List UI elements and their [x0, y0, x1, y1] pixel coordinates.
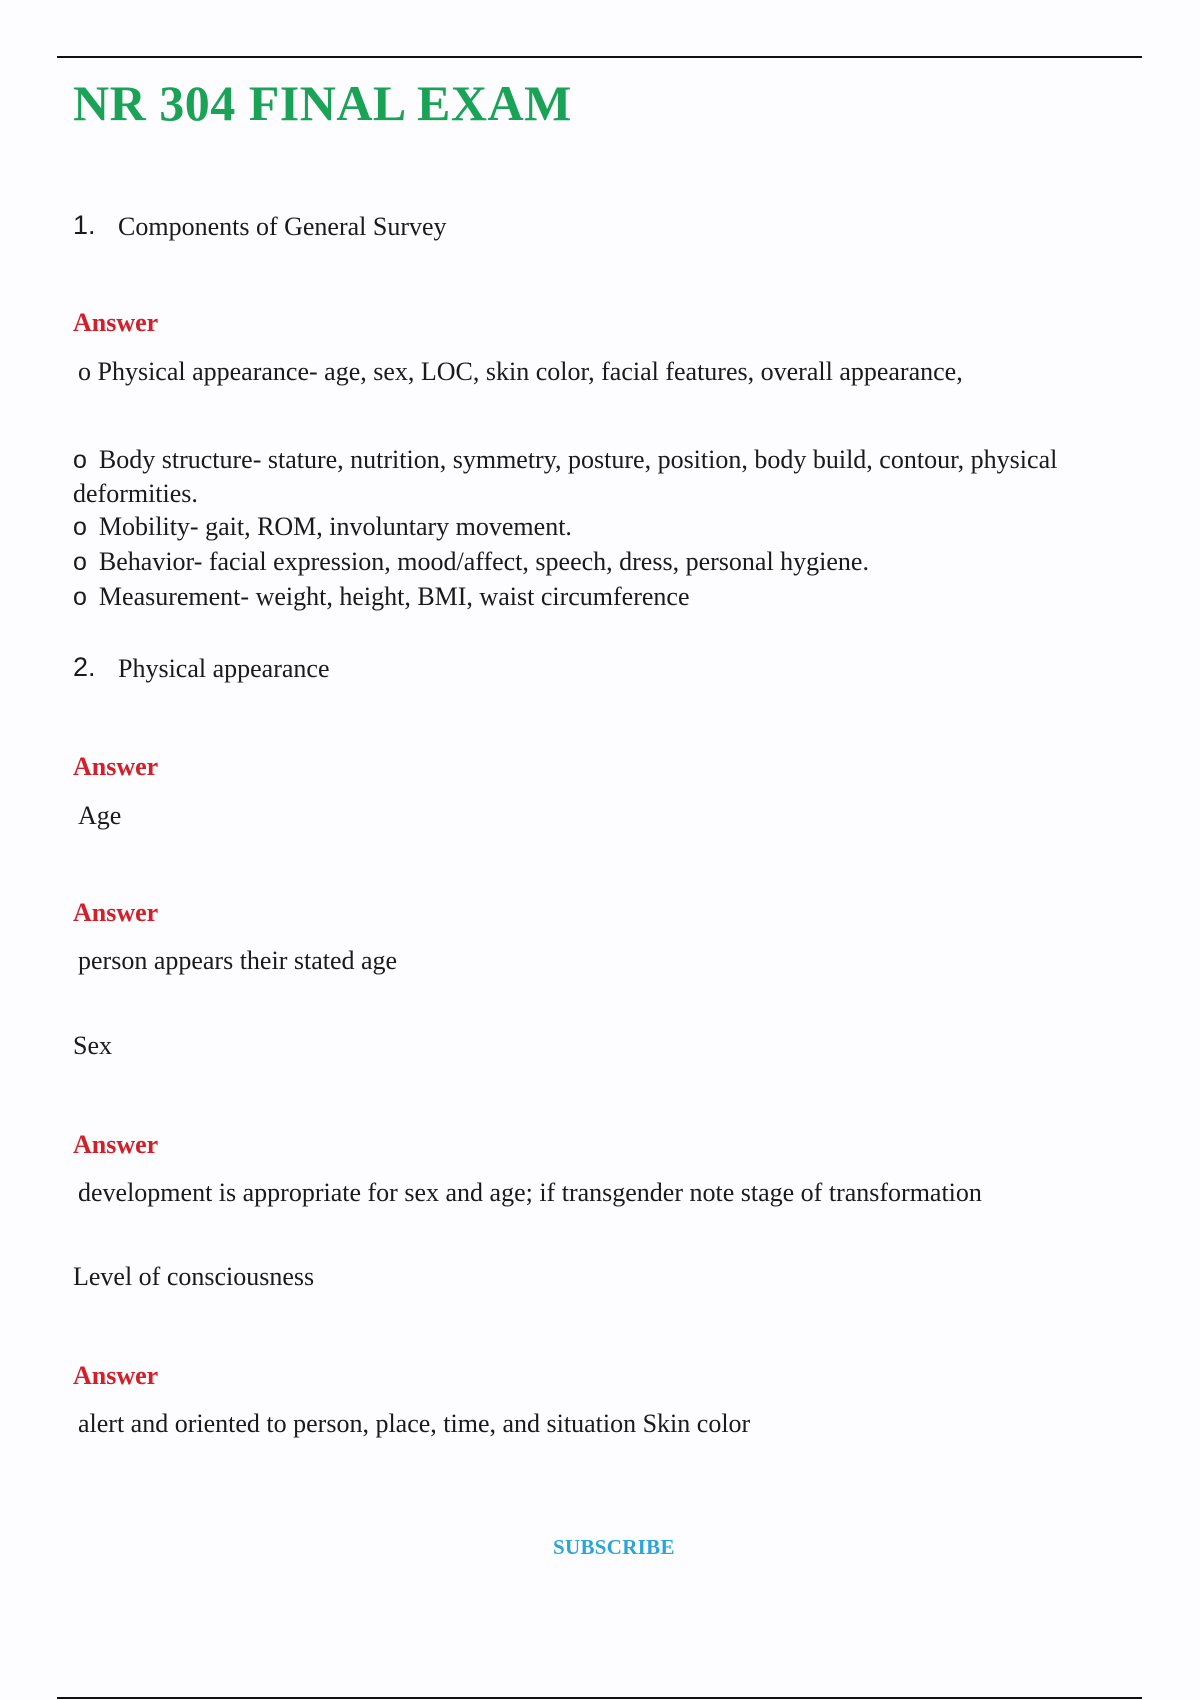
question-1-number: 1. [73, 210, 96, 240]
bullet-text: Mobility- gait, ROM, involuntary movement. [98, 512, 572, 541]
bullet-item [73, 582, 689, 612]
bullet-text: Behavior- facial expression, mood/affect, speech, dress, personal hygiene. [98, 547, 869, 576]
subscribe-link[interactable]: SUBSCRIBE [553, 1535, 675, 1559]
answer-label: Answer [73, 1361, 159, 1390]
answer-text: Age [78, 801, 122, 830]
bullet-marker: o [73, 513, 87, 541]
answer-text: development is appropriate for sex and age; if transgender note stage of transformation [78, 1178, 982, 1207]
question-1-text: Components of General Survey [118, 212, 447, 241]
top-rule [57, 56, 1142, 58]
answer-label: Answer [73, 1130, 159, 1159]
answer-label: Answer [73, 752, 159, 781]
subitem-text: Level of consciousness [73, 1262, 315, 1291]
answer-label: Answer [73, 308, 159, 337]
bullet-text: Body structure- stature, nutrition, symmetry, posture, position, body build, contour, physical deformities. [73, 445, 1058, 508]
subitem-text: Sex [73, 1031, 112, 1060]
bottom-rule [57, 1697, 1142, 1699]
answer-label: Answer [73, 898, 159, 927]
bullet-marker: o [73, 583, 87, 611]
answer-text: alert and oriented to person, place, time, and situation Skin color [78, 1409, 751, 1438]
question-2-number: 2. [73, 652, 96, 682]
question-2-text: Physical appearance [118, 654, 330, 683]
bullet-item [73, 445, 1133, 513]
answer-text: o Physical appearance- age, sex, LOC, skin color, facial features, overall appearance, [78, 357, 963, 386]
answer-text: person appears their stated age [78, 946, 398, 975]
bullet-text: Measurement- weight, height, BMI, waist circumference [98, 582, 690, 611]
page-title: NR 304 FINAL EXAM [73, 75, 572, 131]
bullet-item [73, 512, 572, 542]
bullet-marker: o [73, 548, 87, 576]
bullet-marker: o [73, 446, 87, 474]
bullet-item [73, 547, 869, 577]
